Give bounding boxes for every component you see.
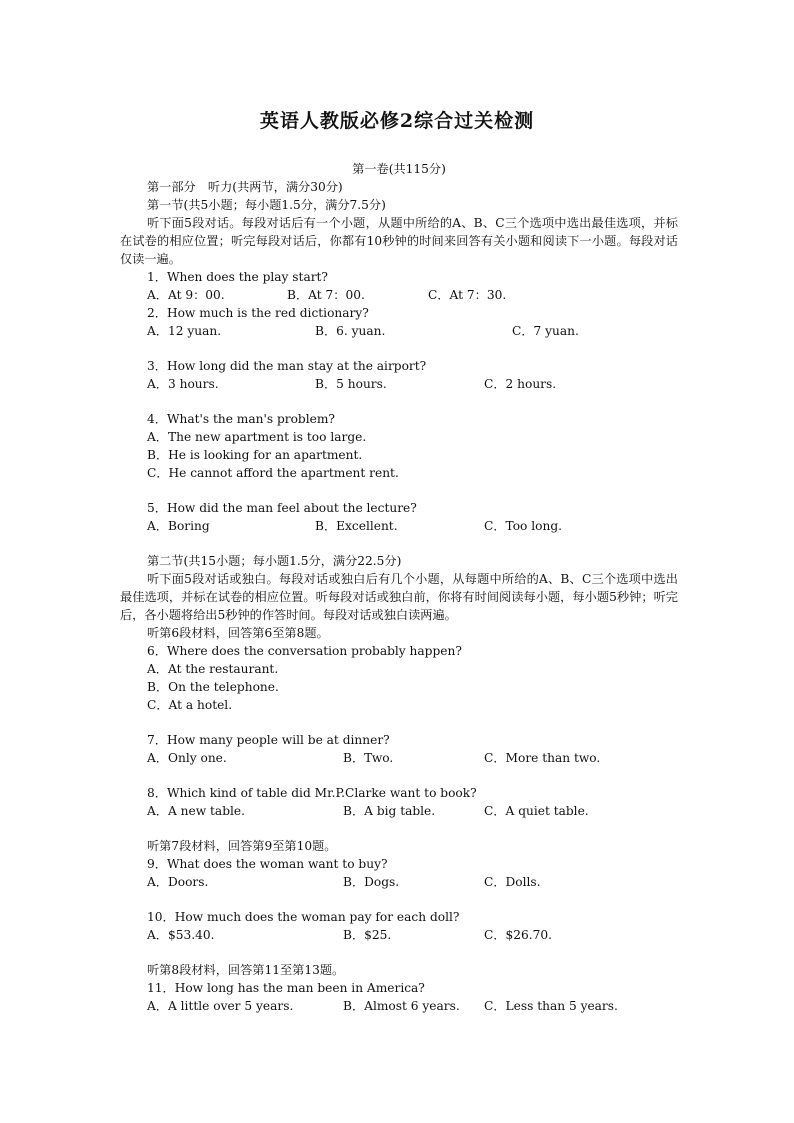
question-3-options [147, 375, 678, 393]
option-b: B．Excellent. [315, 519, 398, 533]
section1-instructions: 听下面5段对话。每段对话后有一个小题，从题中所给的A、B、C三个选项中选出最佳选项，并标在试卷的相应位置；听完每段对话后，你都有10秒钟的时间来回答有关小题和阅读下一小题。每段对话仅读一遍。 [120, 216, 678, 266]
material-6-note: 听第6段材料，回答第6至第8题。 [147, 626, 329, 640]
document-title: 英语人教版必修2综合过关检测 [259, 110, 535, 132]
option-c: C．$26.70. [484, 928, 553, 942]
exam-content [120, 160, 678, 1015]
question-5-options [147, 517, 678, 535]
option-b: B．6. yuan. [315, 324, 386, 338]
question-8: 8．Which kind of table did Mr.P.Clarke want to book? [147, 786, 477, 800]
option-a: A．A little over 5 years. [147, 999, 294, 1013]
option-c: C．Dolls. [484, 875, 541, 889]
option-a: A．12 yuan. [147, 324, 222, 338]
option-b: B．5 hours. [315, 377, 387, 391]
option-a: A．Doors. [147, 875, 209, 889]
section2-instructions: 听下面5段对话或独白。每段对话或独白后有几个小题，从每题中所给的A、B、C三个选项中选出最佳选项，并标在试卷的相应位置。听每段对话或独白前，你将有时间阅读每小题，每小题5秒钟；听完后，各小题将给出5秒钟的作答时间。每段对话或独白读两遍。 [120, 572, 678, 622]
option-b: B．At 7：00. [287, 288, 365, 302]
question-7: 7．How many people will be at dinner? [147, 733, 390, 747]
material-7-note: 听第7段材料，回答第9至第10题。 [147, 839, 337, 853]
question-1-options [147, 286, 678, 304]
option-a: A．At the restaurant. [147, 662, 279, 676]
option-c: C．2 hours. [484, 377, 557, 391]
option-c: C．Too long. [484, 519, 563, 533]
option-b: B．On the telephone. [147, 680, 279, 694]
question-5: 5．How did the man feel about the lecture? [147, 501, 417, 515]
question-7-options [147, 749, 678, 767]
question-4: 4．What's the man's problem? [147, 412, 335, 426]
question-3: 3．How long did the man stay at the airport? [147, 359, 427, 373]
option-a: A．The new apartment is too large. [147, 430, 367, 444]
part1-header: 第一部分 听力(共两节，满分30分) [147, 180, 343, 194]
option-c: C．At 7：30. [428, 288, 507, 302]
question-10: 10．How much does the woman pay for each doll? [147, 910, 460, 924]
option-a: A．3 hours. [147, 377, 219, 391]
section1-header: 第一节(共5小题；每小题1.5分，满分7.5分) [147, 198, 386, 212]
option-a: A．Boring [147, 519, 210, 533]
material-8-note: 听第8段材料，回答第11至第13题。 [147, 963, 345, 977]
option-a: A．Only one. [147, 751, 227, 765]
option-a: A．At 9：00. [147, 288, 225, 302]
volume-header: 第一卷(共115分) [352, 162, 446, 176]
option-b: B．Dogs. [343, 875, 400, 889]
question-9: 9．What does the woman want to buy? [147, 857, 388, 871]
option-b: B．Two. [343, 751, 394, 765]
question-6: 6．Where does the conversation probably happen? [147, 644, 462, 658]
question-2: 2．How much is the red dictionary? [147, 306, 369, 320]
option-c: C．More than two. [484, 751, 601, 765]
question-9-options [147, 873, 678, 891]
option-c: C．A quiet table. [484, 804, 589, 818]
option-b: B．$25. [343, 928, 392, 942]
option-c: C．Less than 5 years. [484, 999, 618, 1013]
option-c: C．At a hotel. [147, 698, 233, 712]
option-a: A．A new table. [147, 804, 245, 818]
option-a: A．$53.40. [147, 928, 215, 942]
section2-header: 第二节(共15小题；每小题1.5分，满分22.5分) [147, 554, 402, 568]
question-10-options [147, 926, 678, 944]
option-b: B．Almost 6 years. [343, 999, 460, 1013]
question-1: 1．When does the play start? [147, 270, 328, 284]
question-11: 11．How long has the man been in America? [147, 981, 425, 995]
question-11-options [147, 997, 678, 1015]
option-c: C．He cannot afford the apartment rent. [147, 466, 399, 480]
question-2-options [147, 322, 678, 340]
option-c: C．7 yuan. [512, 324, 579, 338]
question-8-options [147, 802, 678, 820]
option-b: B．A big table. [343, 804, 436, 818]
option-b: B．He is looking for an apartment. [147, 448, 363, 462]
